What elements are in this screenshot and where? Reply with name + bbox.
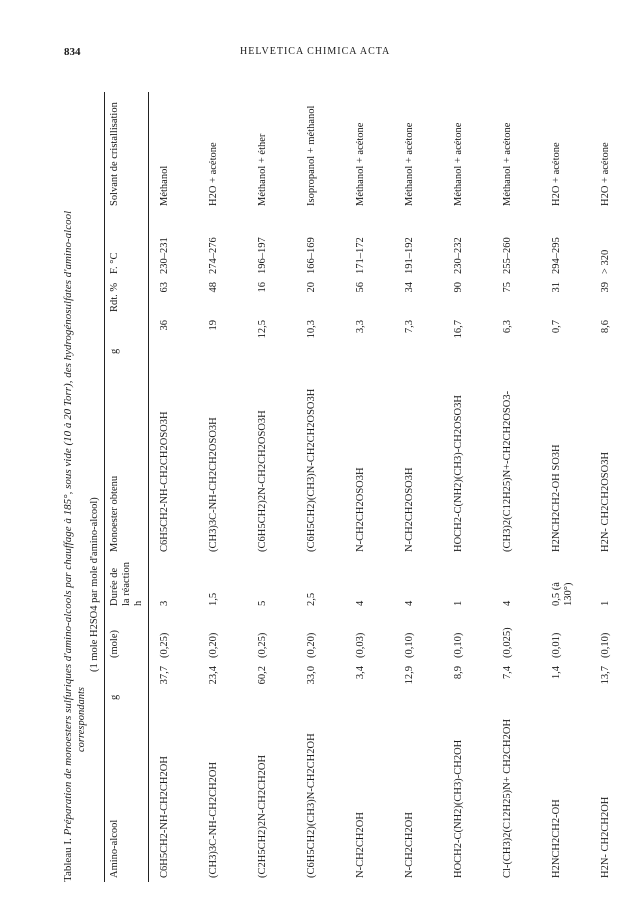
rotated-table-page <box>28 82 611 902</box>
cell-rdt: 34 <box>404 282 415 293</box>
header-g: g <box>106 662 149 704</box>
cell-f: 230–232 <box>453 237 464 274</box>
cell-rdt: 63 <box>159 282 170 293</box>
cell-g: 37,7 <box>159 666 170 685</box>
cell-mole: (0,25) <box>257 632 268 658</box>
cell-duree: 4 <box>404 600 415 606</box>
table-row <box>208 92 257 882</box>
cell-f: 230–231 <box>159 237 170 274</box>
cell-mole: (0,10) <box>600 632 611 658</box>
cell-mole: (0,10) <box>404 632 415 658</box>
header-duree: Durée de la réaction h <box>106 556 149 610</box>
cell-solvant: H2O + acétone <box>208 142 219 206</box>
cell-g2: 10,3 <box>306 320 317 339</box>
cell-mole: (0,20) <box>306 632 317 658</box>
cell-amino-alcool: (CH3)3C-NH-CH2CH2OH <box>208 761 219 878</box>
cell-solvant: Méthanol + acétone <box>502 122 513 206</box>
caption-title: Préparation de monoesters sulfuriques d'amino-alcools par chauffage à 185°, sous vide (10 à 20 Torr), des hydrogénosulfates d'amino-alcool <box>62 210 74 836</box>
cell-f: 255–260 <box>502 237 513 274</box>
cell-g2: 8,6 <box>600 320 611 334</box>
cell-mole: (0,10) <box>453 632 464 658</box>
cell-g: 12,9 <box>404 666 415 685</box>
header-mole: (mole) <box>106 610 149 662</box>
caption-label: Tableau I. <box>62 838 74 882</box>
header-solvant: Solvant de cristallisation <box>106 92 149 210</box>
table-row <box>453 92 502 882</box>
cell-solvant: H2O + acétone <box>551 142 562 206</box>
header-monoester: Monoester obtenu <box>106 358 149 556</box>
cell-f: 294–295 <box>551 237 562 274</box>
cell-g: 8,9 <box>453 666 464 680</box>
table-row <box>404 92 453 882</box>
cell-g: 33,0 <box>306 666 317 685</box>
cell-mole: (0,01) <box>551 632 562 658</box>
table-row <box>257 92 306 882</box>
cell-f: 171–172 <box>355 237 366 274</box>
cell-amino-alcool: (C2H5CH2)2N-CH2CH2OH <box>257 754 268 878</box>
cell-solvant: H2O + acétone <box>600 142 611 206</box>
cell-solvant: Isopropanol + méthanol <box>306 105 317 206</box>
table-row <box>355 92 404 882</box>
cell-rdt: 75 <box>502 282 513 293</box>
cell-monoester: (C6H5CH2)2N-CH2CH2OSO3H <box>257 410 268 552</box>
cell-solvant: Méthanol + acétone <box>453 122 464 206</box>
cell-f: > 320 <box>600 249 611 274</box>
cell-duree: 0,5 (à 130°) <box>551 582 574 606</box>
cell-g: 60,2 <box>257 666 268 685</box>
cell-duree: 1,5 <box>208 592 219 606</box>
cell-monoester: (C6H5CH2)(CH3)N-CH2CH2OSO3H <box>306 388 317 552</box>
cell-g2: 12,5 <box>257 320 268 339</box>
table-header-row <box>106 92 149 882</box>
cell-f: 196–197 <box>257 237 268 274</box>
table-row <box>551 92 600 882</box>
cell-g2: 3,3 <box>355 320 366 334</box>
cell-monoester: (CH3)3C-NH-CH2CH2OSO3H <box>208 417 219 552</box>
page-number: 834 <box>64 46 81 58</box>
cell-monoester: N-CH2CH2OSO3H <box>404 467 415 552</box>
caption-line-2: correspondants <box>76 687 87 752</box>
cell-solvant: Méthanol + éther <box>257 133 268 206</box>
cell-duree: 4 <box>355 600 366 606</box>
table-row <box>149 92 209 882</box>
cell-monoester: HOCH2-C(NH2)(CH3)-CH2OSO3H <box>453 395 464 552</box>
cell-g: 1,4 <box>551 666 562 680</box>
header-rdt: Rdt. % <box>106 278 149 316</box>
cell-g2: 36 <box>159 320 170 331</box>
cell-amino-alcool: (C6H5CH2)(CH3)N-CH2CH2OH <box>306 733 317 878</box>
cell-monoester: H2N- CH2CH2OSO3H <box>600 451 611 552</box>
cell-g2: 16,7 <box>453 320 464 339</box>
cell-g: 3,4 <box>355 666 366 680</box>
cell-amino-alcool: H2N- CH2CH2OH <box>600 796 611 878</box>
cell-g2: 19 <box>208 320 219 331</box>
cell-monoester: N-CH2CH2OSO3H <box>355 467 366 552</box>
cell-rdt: 48 <box>208 282 219 293</box>
journal-title: HELVETICA CHIMICA ACTA <box>240 46 391 57</box>
caption-line-3: (1 mole H2SO4 par mole d'amino-alcool) <box>89 497 100 672</box>
cell-g2: 7,3 <box>404 320 415 334</box>
cell-g: 23,4 <box>208 666 219 685</box>
cell-rdt: 31 <box>551 282 562 293</box>
cell-solvant: Méthanol <box>159 165 170 206</box>
header-g2: g <box>106 316 149 358</box>
cell-f: 166–169 <box>306 237 317 274</box>
cell-amino-alcool: N-CH2CH2OH <box>355 812 366 878</box>
cell-mole: (0,20) <box>208 632 219 658</box>
table-row <box>600 92 624 882</box>
cell-monoester: (CH3)2(C12H25)N+-CH2CH2OSO3- <box>502 390 513 552</box>
header-f: F. °C <box>106 210 149 278</box>
cell-amino-alcool: H2NCH2CH2-OH <box>551 799 562 878</box>
cell-amino-alcool: C6H5CH2-NH-CH2CH2OH <box>159 756 170 878</box>
cell-monoester: H2NCH2CH2-OH SO3H <box>551 444 562 552</box>
cell-duree: 5 <box>257 600 268 606</box>
cell-f: 274–276 <box>208 237 219 274</box>
cell-rdt: 90 <box>453 282 464 293</box>
cell-rdt: 56 <box>355 282 366 293</box>
cell-solvant: Méthanol + acétone <box>404 122 415 206</box>
cell-amino-alcool: N-CH2CH2OH <box>404 812 415 878</box>
cell-duree: 4 <box>502 600 513 606</box>
cell-amino-alcool: HOCH2-C(NH2)(CH3)-CH2OH <box>453 739 464 878</box>
cell-f: 191–192 <box>404 237 415 274</box>
cell-mole: (0,03) <box>355 632 366 658</box>
cell-g: 13,7 <box>600 666 611 685</box>
table-row <box>306 92 355 882</box>
table-row <box>502 92 551 882</box>
cell-mole: (0,025) <box>502 627 513 658</box>
header-amino-alcool: Amino-alcool <box>106 704 149 882</box>
cell-rdt: 16 <box>257 282 268 293</box>
cell-monoester: C6H5CH2-NH-CH2CH2OSO3H <box>159 411 170 552</box>
data-table <box>106 92 624 882</box>
cell-g2: 0,7 <box>551 320 562 334</box>
cell-rdt: 20 <box>306 282 317 293</box>
table-body <box>149 92 624 882</box>
cell-g: 7,4 <box>502 666 513 680</box>
cell-duree: 1 <box>453 600 464 606</box>
cell-mole: (0,25) <box>159 632 170 658</box>
cell-g2: 6,3 <box>502 320 513 334</box>
cell-duree: 3 <box>159 600 170 606</box>
table-caption <box>62 92 75 882</box>
top-rule <box>104 92 105 882</box>
cell-rdt: 39 <box>600 282 611 293</box>
cell-duree: 1 <box>600 600 611 606</box>
cell-duree: 2,5 <box>306 592 317 606</box>
cell-solvant: Méthanol + acétone <box>355 122 366 206</box>
cell-amino-alcool: Cl-(CH3)2(C12H25)N+ CH2CH2OH <box>502 718 513 878</box>
